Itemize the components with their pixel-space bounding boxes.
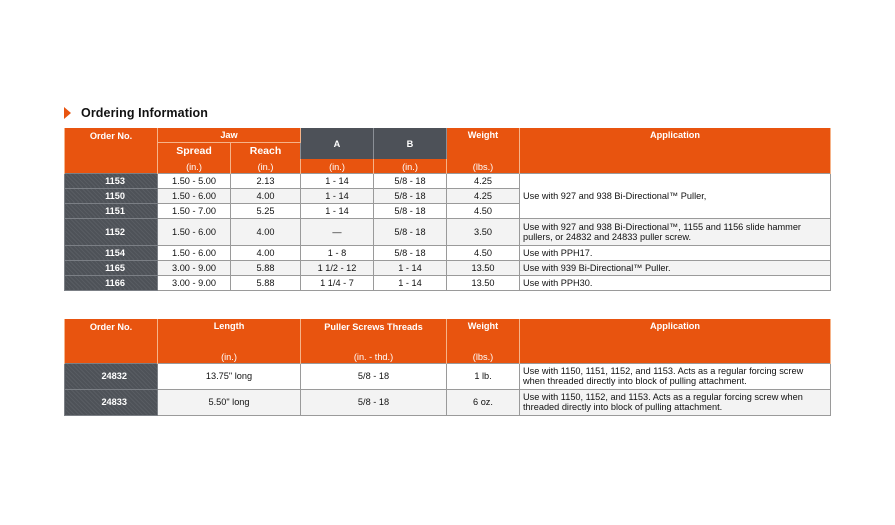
reach-cell: 4.00 [231, 218, 301, 245]
a-cell: 1 1/4 - 7 [301, 275, 374, 290]
application-cell: Use with PPH30. [520, 275, 831, 290]
b-cell: 1 - 14 [374, 260, 447, 275]
reach-cell: 5.25 [231, 203, 301, 218]
header-order-unit [65, 349, 158, 363]
reach-cell: 5.88 [231, 275, 301, 290]
a-cell: 1 - 14 [301, 203, 374, 218]
header-length: Length [158, 319, 301, 349]
header-spread: Spread [158, 142, 231, 159]
table-row [65, 218, 831, 245]
header-puller-screws: Puller Screws Threads [301, 319, 447, 349]
application-cell: Use with 927 and 938 Bi-Directional™ Puller, [520, 173, 831, 218]
a-cell: 1 - 14 [301, 173, 374, 188]
spread-cell: 1.50 - 7.00 [158, 203, 231, 218]
table-row [65, 173, 831, 188]
header-b-unit: (in.) [374, 159, 447, 173]
b-cell: 5/8 - 18 [374, 245, 447, 260]
weight-cell: 1 lb. [447, 363, 520, 389]
weight-cell: 13.50 [447, 260, 520, 275]
header-order-unit [65, 159, 158, 173]
reach-cell: 2.13 [231, 173, 301, 188]
b-cell: 5/8 - 18 [374, 188, 447, 203]
application-cell: Use with 1150, 1151, 1152, and 1153. Acts as a regular forcing screw when threaded directly into block of pulling attachment. [520, 363, 831, 389]
spread-cell: 3.00 - 9.00 [158, 275, 231, 290]
order-number: 1166 [65, 275, 158, 290]
application-cell: Use with 927 and 938 Bi-Directional™, 1155 and 1156 slide hammer pullers, or 24832 and 24833 puller screw. [520, 218, 831, 245]
reach-cell: 5.88 [231, 260, 301, 275]
header-threads-unit: (in. - thd.) [301, 349, 447, 363]
application-cell: Use with 1150, 1152, and 1153. Acts as a regular forcing screw when threaded directly into block of pulling attachment. [520, 389, 831, 415]
header-order: Order No. [65, 319, 158, 349]
b-cell: 5/8 - 18 [374, 173, 447, 188]
b-cell: 5/8 - 18 [374, 203, 447, 218]
header-a-unit: (in.) [301, 159, 374, 173]
table-row [65, 275, 831, 290]
section-title: Ordering Information [81, 106, 208, 120]
spread-cell: 1.50 - 6.00 [158, 245, 231, 260]
header-length-unit: (in.) [158, 349, 301, 363]
a-cell: — [301, 218, 374, 245]
order-number: 1154 [65, 245, 158, 260]
length-cell: 5.50" long [158, 389, 301, 415]
reach-cell: 4.00 [231, 245, 301, 260]
header-reach-unit: (in.) [231, 159, 301, 173]
header-a: A [301, 128, 374, 159]
header-weight: Weight [447, 128, 520, 159]
header-weight: Weight [447, 319, 520, 349]
reach-cell: 4.00 [231, 188, 301, 203]
order-number: 1151 [65, 203, 158, 218]
header-weight-unit: (lbs.) [447, 159, 520, 173]
table-row [65, 363, 831, 389]
order-number: 24833 [65, 389, 158, 415]
order-number: 1165 [65, 260, 158, 275]
spread-cell: 1.50 - 6.00 [158, 218, 231, 245]
header-application: Application [520, 319, 831, 363]
weight-cell: 4.50 [447, 203, 520, 218]
header-b: B [374, 128, 447, 159]
puller-screws-table [64, 319, 831, 416]
weight-cell: 6 oz. [447, 389, 520, 415]
weight-cell: 3.50 [447, 218, 520, 245]
order-number: 24832 [65, 363, 158, 389]
length-cell: 13.75" long [158, 363, 301, 389]
table-row [65, 260, 831, 275]
a-cell: 1 - 8 [301, 245, 374, 260]
a-cell: 1 - 14 [301, 188, 374, 203]
threads-cell: 5/8 - 18 [301, 363, 447, 389]
header-reach: Reach [231, 142, 301, 159]
arrow-bullet-icon [64, 107, 71, 119]
order-number: 1150 [65, 188, 158, 203]
order-number: 1152 [65, 218, 158, 245]
b-cell: 1 - 14 [374, 275, 447, 290]
b-cell: 5/8 - 18 [374, 218, 447, 245]
spread-cell: 3.00 - 9.00 [158, 260, 231, 275]
a-cell: 1 1/2 - 12 [301, 260, 374, 275]
weight-cell: 4.25 [447, 188, 520, 203]
ordering-table [64, 128, 831, 291]
header-order: Order No. [65, 128, 158, 159]
weight-cell: 13.50 [447, 275, 520, 290]
table-row [65, 389, 831, 415]
weight-cell: 4.25 [447, 173, 520, 188]
spread-cell: 1.50 - 6.00 [158, 188, 231, 203]
order-number: 1153 [65, 173, 158, 188]
header-jaw: Jaw [158, 128, 301, 142]
section-heading [64, 105, 208, 121]
header-application: Application [520, 128, 831, 173]
header-spread-unit: (in.) [158, 159, 231, 173]
header-weight-unit: (lbs.) [447, 349, 520, 363]
application-cell: Use with 939 Bi-Directional™ Puller. [520, 260, 831, 275]
threads-cell: 5/8 - 18 [301, 389, 447, 415]
application-cell: Use with PPH17. [520, 245, 831, 260]
weight-cell: 4.50 [447, 245, 520, 260]
table-row [65, 245, 831, 260]
spread-cell: 1.50 - 5.00 [158, 173, 231, 188]
